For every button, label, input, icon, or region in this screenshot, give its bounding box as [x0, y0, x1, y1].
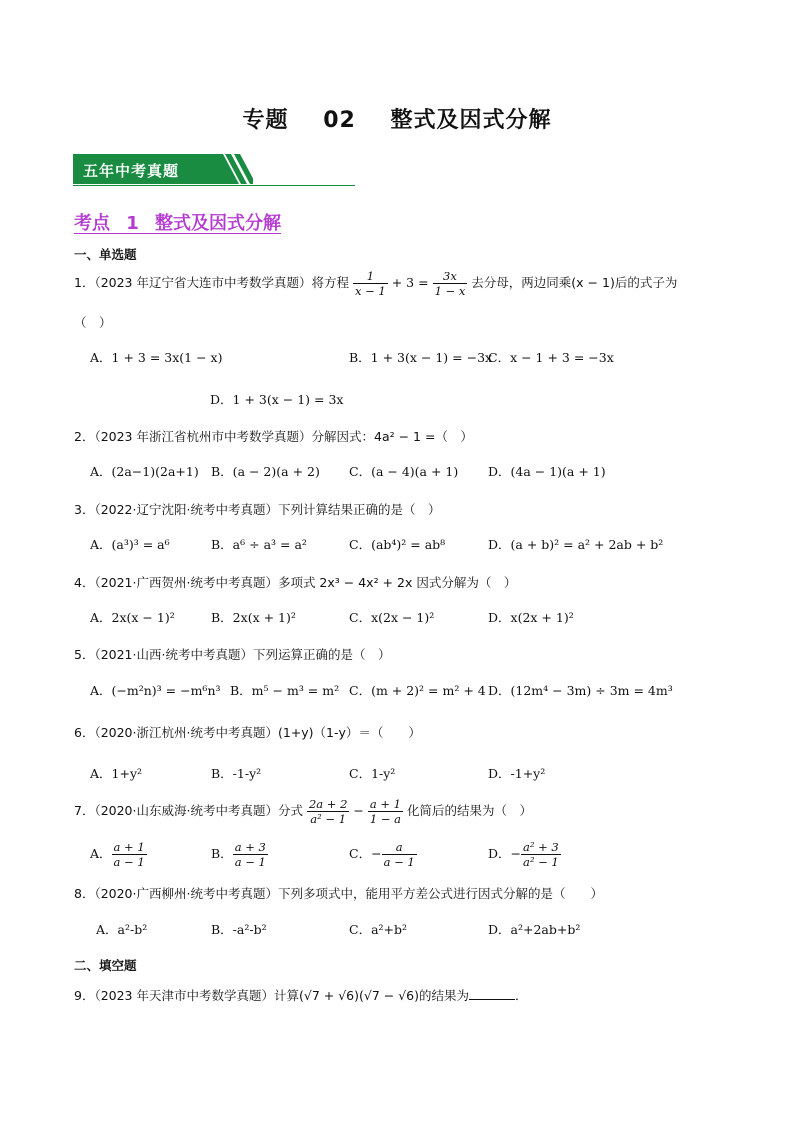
- question-7-option-c: C．− $\frac{a}{a - 1}$: [349, 840, 415, 869]
- question-6-option-d: D．-1+y²: [488, 766, 546, 781]
- question-5-option-a: A．(−m²n)³ = −m⁶n³: [90, 683, 221, 698]
- question-8: 8．（2020·广西柳州·统考中考真题）下列多项式中，能用平方差公式进行因式分解的是（ ）: [74, 886, 603, 901]
- question-4-option-a: A．2x(x − 1)²: [90, 610, 175, 625]
- question-5-option-d: D．(12m⁴ − 3m) ÷ 3m = 4m³: [488, 683, 673, 698]
- question-1-option-c: C．x − 1 + 3 = −3x: [488, 350, 614, 365]
- question-1-stem-a: 1．（2023 年辽宁省大连市中考数学真题）将方程: [74, 275, 349, 290]
- question-1: [74, 269, 677, 298]
- question-7-option-d: D．− $\frac{\text{a² + 3}}{\text{a² − 1}}$: [488, 840, 559, 869]
- question-1-fraction-1: $\frac{1}{x - 1}$: [354, 269, 386, 298]
- banner-underline: [73, 185, 355, 186]
- question-4-option-c: C．x(2x − 1)²: [349, 610, 435, 625]
- question-1-mid: + 3 =: [391, 275, 429, 290]
- question-8-option-d: D．a²+2ab+b²: [488, 922, 581, 937]
- page-title: 专题 02 整式及因式分解: [242, 108, 552, 133]
- question-9-stem-a: 9．（2023 年天津市中考数学真题）计算(√7 + √6)(√7 − √6)的结果为: [74, 988, 470, 1003]
- question-1-option-a: A．1 + 3 = 3x(1 − x): [90, 350, 223, 365]
- question-1-fraction-2: $\frac{3x}{1 - x}$: [434, 269, 466, 298]
- question-7-stem-b: 化简后的结果为（ ）: [406, 803, 532, 818]
- banner-label: 五年中考真题: [83, 162, 180, 180]
- question-3-option-b: B．a⁶ ÷ a³ = a²: [211, 537, 307, 552]
- question-7-option-b: B． $\frac{a + 3}{a - 1}$: [211, 840, 266, 869]
- question-6-option-b: B．-1-y²: [211, 766, 262, 781]
- question-6-option-c: C．1-y²: [349, 766, 396, 781]
- question-2-option-a: A．(2a−1)(2a+1): [90, 464, 199, 479]
- section-label-fill-in: 二、填空题: [74, 958, 137, 973]
- question-2-option-d: D．(4a − 1)(a + 1): [488, 464, 606, 479]
- question-4-option-d: D．x(2x + 1)²: [488, 610, 574, 625]
- question-1-option-b: B．1 + 3(x − 1) = −3x: [349, 350, 493, 365]
- question-4: 4．（2021·广西贺州·统考中考真题）多项式 2x³ − 4x² + 2x 因式分解为（ ）: [74, 575, 517, 590]
- question-6: 6．（2020·浙江杭州·统考中考真题）(1+y)（1-y）＝（ ）: [74, 725, 421, 740]
- question-5: 5．（2021·山西·统考中考真题）下列运算正确的是（ ）: [74, 647, 391, 662]
- question-1-stem-b: 去分母，两边同乘(x − 1)后的式子为: [471, 275, 678, 290]
- section-banner: [73, 154, 253, 184]
- question-1-option-d: D．1 + 3(x − 1) = 3x: [210, 392, 344, 407]
- question-5-option-b: B．m⁵ − m³ = m²: [230, 683, 340, 698]
- question-2-option-b: B．(a − 2)(a + 2): [211, 464, 320, 479]
- question-3-option-a: A．(a³)³ = a⁶: [90, 537, 170, 552]
- question-9: [74, 986, 528, 1004]
- section-label-single-choice: 一、单选题: [74, 247, 137, 262]
- question-8-option-c: C．a²+b²: [349, 922, 408, 937]
- answer-blank[interactable]: [469, 987, 515, 1000]
- question-1-paren: （ ）: [74, 315, 112, 330]
- question-6-option-a: A．1+y²: [90, 766, 143, 781]
- question-3-option-d: D．(a + b)² = a² + 2ab + b²: [488, 537, 664, 552]
- question-7-option-a: A． $\frac{a + 1}{a - 1}$: [90, 840, 145, 869]
- question-3-option-c: C．(ab⁴)² = ab⁸: [349, 537, 446, 552]
- question-7: [74, 797, 532, 826]
- question-3: 3．（2022·辽宁沈阳·统考中考真题）下列计算结果正确的是（ ）: [74, 502, 441, 517]
- question-4-option-b: B．2x(x + 1)²: [211, 610, 296, 625]
- question-5-option-c: C．(m + 2)² = m² + 4: [349, 683, 486, 698]
- question-2-option-c: C．(a − 4)(a + 1): [349, 464, 459, 479]
- question-7-fraction-1: $\frac{2a + 2}{\text{a² − 1}}$: [308, 797, 348, 826]
- topic-heading: 考点 1 整式及因式分解: [74, 213, 282, 234]
- question-8-option-a: A．a²-b²: [96, 922, 148, 937]
- question-7-stem-a: 7．（2020·山东威海·统考中考真题）分式: [74, 803, 303, 818]
- question-8-option-b: B．-a²-b²: [211, 922, 267, 937]
- question-7-mid: −: [353, 803, 364, 818]
- question-7-fraction-2: $\frac{a + 1}{1 - a}$: [369, 797, 401, 826]
- question-9-stem-b: ．: [515, 988, 528, 1003]
- question-2: 2．（2023 年浙江省杭州市中考数学真题）分解因式：4a² − 1 =（ ）: [74, 429, 473, 444]
